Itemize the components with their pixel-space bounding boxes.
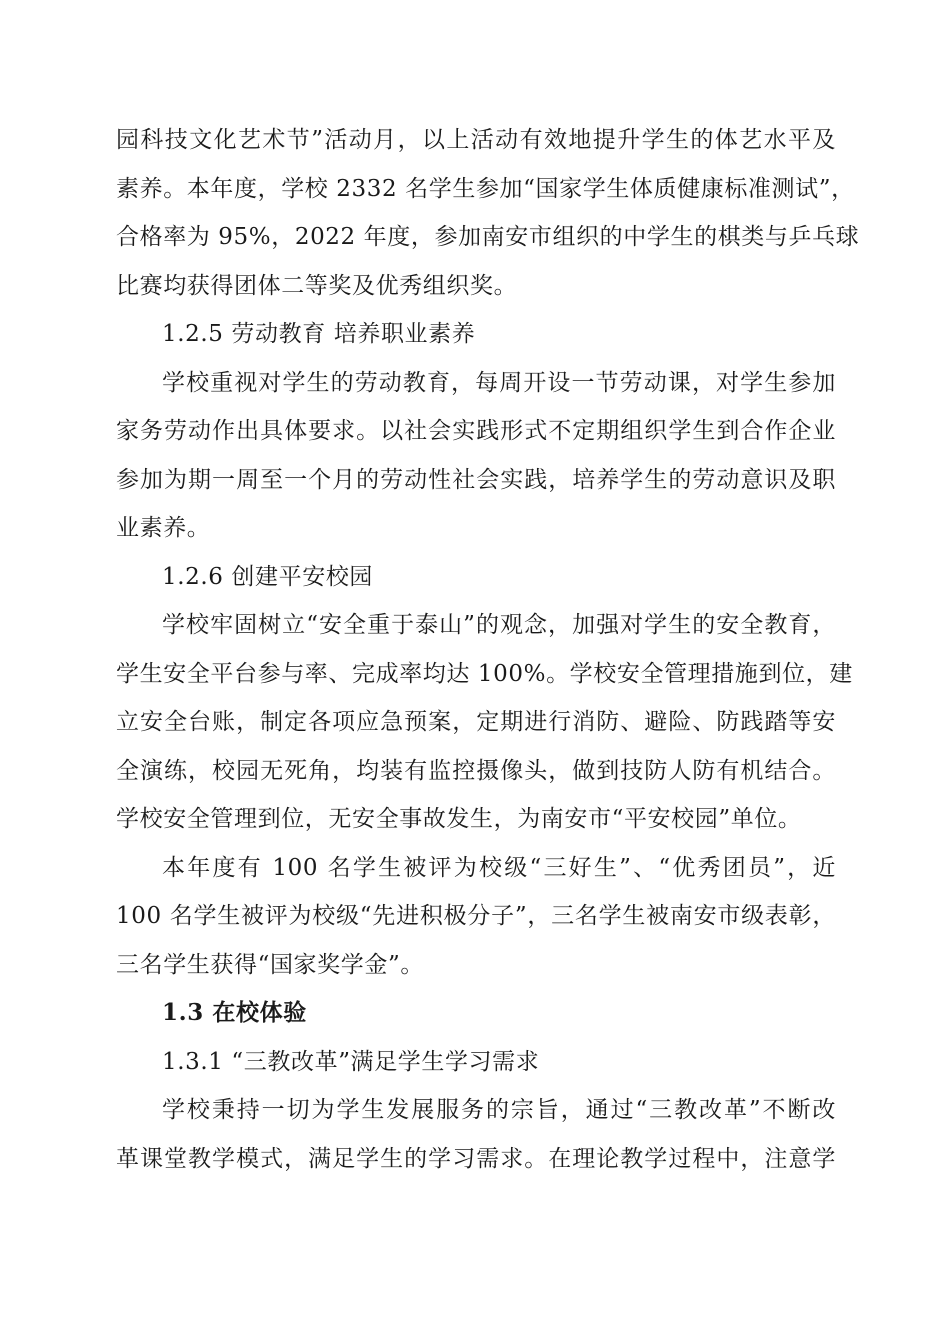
section-heading-1-3: 1.3 在校体验: [162, 999, 307, 1026]
paragraph-line: 立安全台账，制定各项应急预案，定期进行消防、避险、防践踏等安: [116, 709, 836, 735]
paragraph-line: 100 名学生被评为校级“先进积极分子”，三名学生被南安市级表彰，: [116, 903, 836, 929]
paragraph-line: 参加为期一周至一个月的劳动性社会实践，培养学生的劳动意识及职: [116, 466, 836, 493]
section-heading-1-2-6: 1.2.6 创建平安校园: [162, 563, 374, 590]
paragraph-line: 学校牢固树立“安全重于泰山”的观念，加强对学生的安全教育，: [162, 612, 836, 638]
paragraph-line: 学校秉持一切为学生发展服务的宗旨，通过“三教改革”不断改: [162, 1097, 836, 1123]
paragraph-line: 比赛均获得团体二等奖及优秀组织奖。: [116, 272, 518, 299]
paragraph-line: 素养。本年度，学校 2332 名学生参加“国家学生体质健康标准测试”，: [116, 175, 855, 202]
paragraph-line: 全演练，校园无死角，均装有监控摄像头，做到技防人防有机结合。: [116, 757, 836, 784]
paragraph-line: 业素养。: [116, 515, 211, 541]
paragraph-line: 革课堂教学模式，满足学生的学习需求。在理论教学过程中，注意学: [116, 1145, 836, 1172]
paragraph-line: 学校安全管理到位，无安全事故发生，为南安市“平安校园”单位。: [116, 806, 802, 832]
document-body: [116, 116, 860, 1183]
paragraph-line: 学校重视对学生的劳动教育，每周开设一节劳动课，对学生参加: [162, 369, 836, 396]
paragraph-line: 家务劳动作出具体要求。以社会实践形式不定期组织学生到合作企业: [116, 418, 836, 444]
paragraph-line: 园科技文化艺术节”活动月，以上活动有效地提升学生的体艺水平及: [116, 127, 836, 153]
paragraph-line: 三名学生获得“国家奖学金”。: [116, 951, 424, 978]
section-heading-1-3-1: 1.3.1 “三教改革”满足学生学习需求: [162, 1048, 540, 1075]
paragraph-line: 合格率为 95%，2022 年度，参加南安市组织的中学生的棋类与乒乓球: [116, 224, 860, 250]
paragraph-line: 本年度有 100 名学生被评为校级“三好生”、“优秀团员”，近: [162, 854, 836, 881]
section-heading-1-2-5: 1.2.5 劳动教育 培养职业素养: [162, 321, 476, 347]
paragraph-line: 学生安全平台参与率、完成率均达 100%。学校安全管理措施到位，建: [116, 660, 853, 687]
